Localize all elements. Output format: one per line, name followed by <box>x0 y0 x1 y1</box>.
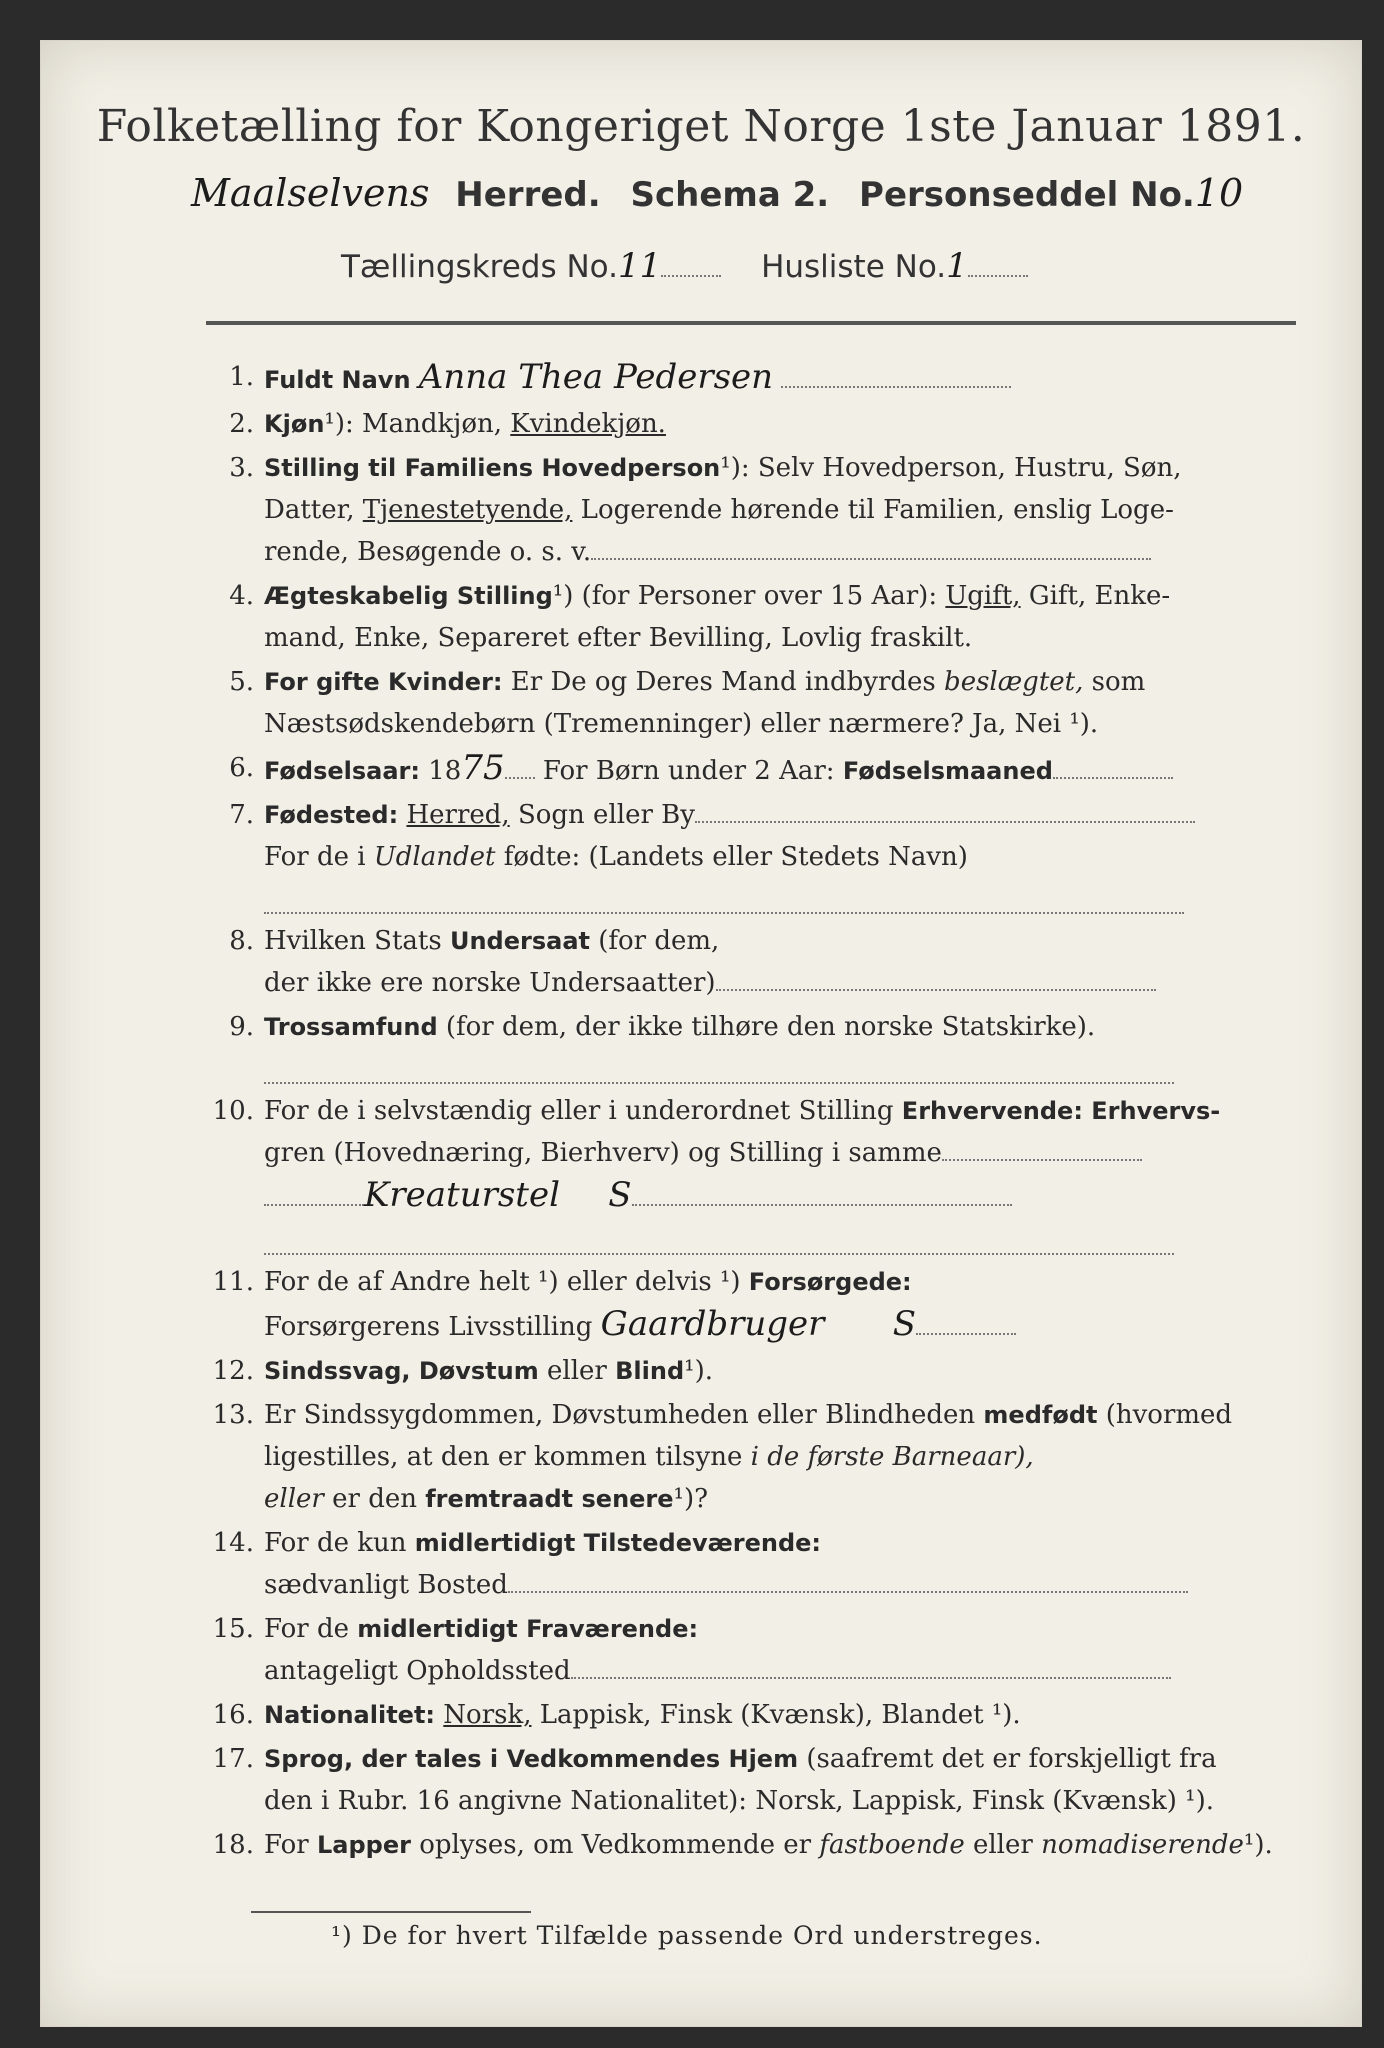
herred-label: Herred. <box>455 175 601 215</box>
item-11: 11. For de af Andre helt ¹) eller delvis ¹) Forsørgede: Forsørgerens Livsstilling Gaardbruger S <box>209 1261 1309 1348</box>
item-label: Fuldt Navn <box>264 366 411 394</box>
birth-year-value: 75 <box>461 748 505 788</box>
personseddel-label: Personseddel No. <box>859 175 1195 215</box>
form-items <box>209 356 1309 1868</box>
schema-label: Schema 2. <box>630 175 830 215</box>
item-13: 13. Er Sindssygdommen, Døvstumheden eller Blindheden medfødt (hvormed ligestilles, at den er kommen tilsyne i de første Barneaar), eller er den fremtraadt senere¹)? <box>212 1400 1233 1514</box>
item-4: 4. Ægteskabelig Stilling¹) (for Personer over 15 Aar): Ugift, Gift, Enke- mand, Enke, Separeret efter Bevilling, Lovlig fraskilt. <box>229 581 1171 653</box>
item-8: 8. Hvilken Stats Undersaat (for dem, der ikke ere norske Undersaatter) <box>209 920 1309 1004</box>
herred-name: Maalselvens <box>191 171 430 215</box>
provider-mark: S <box>892 1304 916 1344</box>
item-6: 6. Fødselsaar: 1875 For Børn under 2 Aar: Fødselsmaaned <box>209 747 1309 792</box>
item-10: 10. For de i selvstændig eller i underordnet Stilling Erhvervende: Erhvervs- gren (Hovednæring, Bierhverv) og Stilling i samme Kreaturstel S <box>209 1090 1309 1255</box>
item-5: 5. For gifte Kvinder: Er De og Deres Mand indbyrdes beslægtet, som Næstsødskendebørn (Tremenninger) eller nærmere? Ja, Nei ¹). <box>229 667 1146 739</box>
item-15: 15. For de midlertidigt Fraværende: antageligt Opholdssted <box>209 1608 1309 1692</box>
husliste-number: 1 <box>946 246 968 286</box>
personseddel-number: 10 <box>1194 171 1244 215</box>
form-header-line <box>191 171 1257 215</box>
selected-option: Herred, <box>406 800 510 830</box>
item-7: 7. Fødested: Herred, Sogn eller By For de i Udlandet fødte: (Landets eller Stedets Navn) <box>209 794 1309 914</box>
form-subheader-line <box>341 246 1028 286</box>
item-1: 1. Fuldt Navn Anna Thea Pedersen <box>209 356 1309 401</box>
selected-option: Kvindekjøn. <box>510 409 666 439</box>
form-title: Folketælling for Kongeriget Norge 1ste Januar 1891. <box>96 101 1306 152</box>
footnote-divider <box>251 1911 531 1913</box>
selected-option: Ugift, <box>945 581 1021 611</box>
census-form-sheet <box>40 40 1362 2027</box>
occupation-mark: S <box>608 1175 632 1215</box>
footnote: ¹) De for hvert Tilfælde passende Ord understreges. <box>331 1921 1043 1950</box>
full-name-value: Anna Thea Pedersen <box>418 357 774 397</box>
item-14: 14. For de kun midlertidigt Tilstedeværende: sædvanligt Bosted <box>209 1522 1309 1606</box>
provider-occupation-value: Gaardbruger <box>600 1304 825 1344</box>
husliste-label: Husliste No. <box>761 249 947 285</box>
item-2: 2. Kjøn¹): Mandkjøn, Kvindekjøn. <box>229 409 666 439</box>
item-9: 9. Trossamfund (for dem, der ikke tilhøre den norske Statskirke). <box>209 1006 1309 1084</box>
item-3: 3. Stilling til Familiens Hovedperson¹): Selv Hovedperson, Hustru, Søn, Datter, Tjenestetyende, Logerende hørende til Familien, enslig Loge- rende, Besøgende o. s. v. <box>229 453 1182 567</box>
item-18: 18. For Lapper oplyses, om Vedkommende er fastboende eller nomadiserende¹). <box>212 1830 1273 1860</box>
taellingskreds-label: Tællingskreds No. <box>341 249 618 285</box>
header-divider <box>206 321 1296 325</box>
item-12: 12. Sindssvag, Døvstum eller Blind¹). <box>212 1356 713 1386</box>
taellingskreds-number: 11 <box>617 246 662 286</box>
selected-option: Norsk, <box>443 1700 532 1730</box>
selected-option: Tjenestetyende, <box>362 495 573 525</box>
item-17: 17. Sprog, der tales i Vedkommendes Hjem (saafremt det er forskjelligt fra den i Rubr. 16 angivne Nationalitet): Norsk, Lappisk, Finsk (Kvænsk) ¹). <box>212 1744 1217 1816</box>
occupation-value: Kreaturstel <box>364 1175 560 1215</box>
item-16: 16. Nationalitet: Norsk, Lappisk, Finsk (Kvænsk), Blandet ¹). <box>212 1700 1021 1730</box>
